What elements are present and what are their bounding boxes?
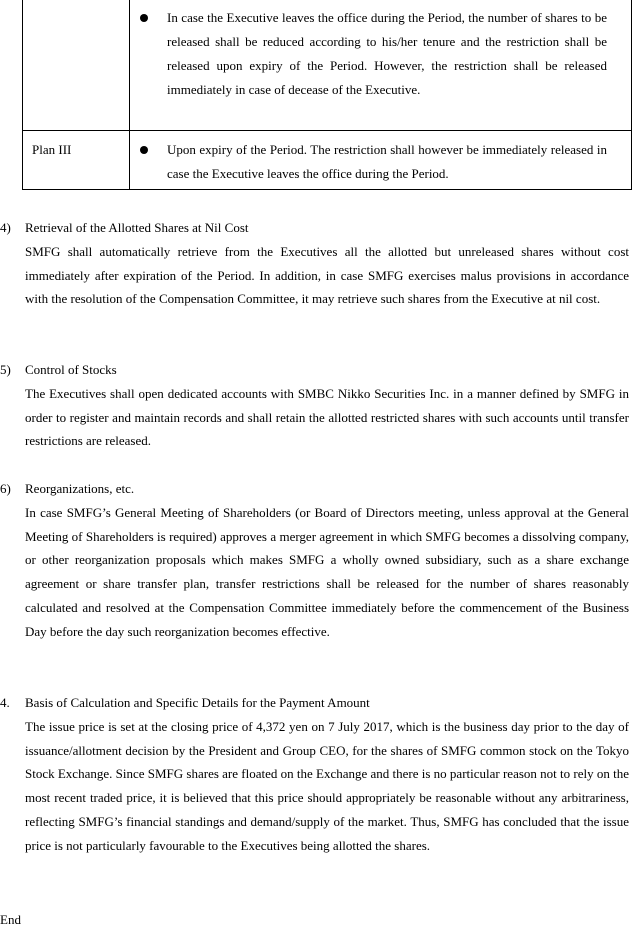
section-number: 6) [0, 481, 11, 496]
table-border-bottom [22, 189, 632, 190]
bullet-icon [140, 14, 148, 22]
section-title: Retrieval of the Allotted Shares at Nil Cost [25, 220, 249, 235]
table-row1-text: In case the Executive leaves the office during the Period, the number of shares to be released shall be reduced according to his/her tenure and the restriction shall be released upon expiry of the Period. However, the restriction shall be released immediately in case of decease of the Executive. [167, 10, 607, 97]
plan-table [22, 0, 632, 190]
section-number: 5) [0, 362, 11, 377]
table-row2-text: Upon expiry of the Period. The restriction shall however be immediately released in case the Executive leaves the office during the Period. [167, 142, 607, 181]
end-marker: End [0, 912, 21, 927]
table-border-middle [129, 0, 130, 190]
section-title: Reorganizations, etc. [25, 481, 135, 496]
section-title: Basis of Calculation and Specific Details for the Payment Amount [25, 695, 370, 710]
section-body: The issue price is set at the closing price of 4,372 yen on 7 July 2017, which is the business day prior to the day of issuance/allotment decision by the President and Group CEO, for the shares of SMFG common stock on the Tokyo Stock Exchange. Since SMFG shares are floated on the Exchange and there is no particular reason not to rely on the most recent traded price, it is believed that this price should appropriately be reasonable without any arbitrariness, reflecting SMFG’s financial standings and demand/supply of the market. Thus, SMFG has concluded that the issue price is not particularly favourable to the Executives being allotted the shares. [25, 719, 629, 853]
table-row2-label: Plan III [32, 142, 72, 157]
section-body: SMFG shall automatically retrieve from the Executives all the allotted but unreleased shares without cost immediately after expiration of the Period. In addition, in case SMFG exercises malus provisions in accordance with the resolution of the Compensation Committee, it may retrieve such shares from the Executive at nil cost. [25, 244, 629, 307]
table-border-left [22, 0, 23, 190]
section-body: The Executives shall open dedicated accounts with SMBC Nikko Securities Inc. in a manner defined by SMFG in order to register and maintain records and shall retain the allotted restricted shares with such accounts until transfer restrictions are released. [25, 386, 629, 449]
table-row-divider [22, 130, 632, 131]
section-body: In case SMFG’s General Meeting of Shareholders (or Board of Directors meeting, unless approval at the General Meeting of Shareholders is required) approves a merger agreement in which SMFG becomes a dissolving company, or other reorganization proposals which makes SMFG a wholly owned subsidiary, such as a share exchange agreement or share transfer plan, transfer restrictions shall be released for the number of shares reasonably calculated and resolved at the Compensation Committee immediately before the commencement of the Business Day before the day such reorganization becomes effective. [25, 505, 629, 639]
table-border-right [631, 0, 632, 190]
section-number: 4. [0, 695, 10, 710]
bullet-icon [140, 146, 148, 154]
section-title: Control of Stocks [25, 362, 117, 377]
section-number: 4) [0, 220, 11, 235]
